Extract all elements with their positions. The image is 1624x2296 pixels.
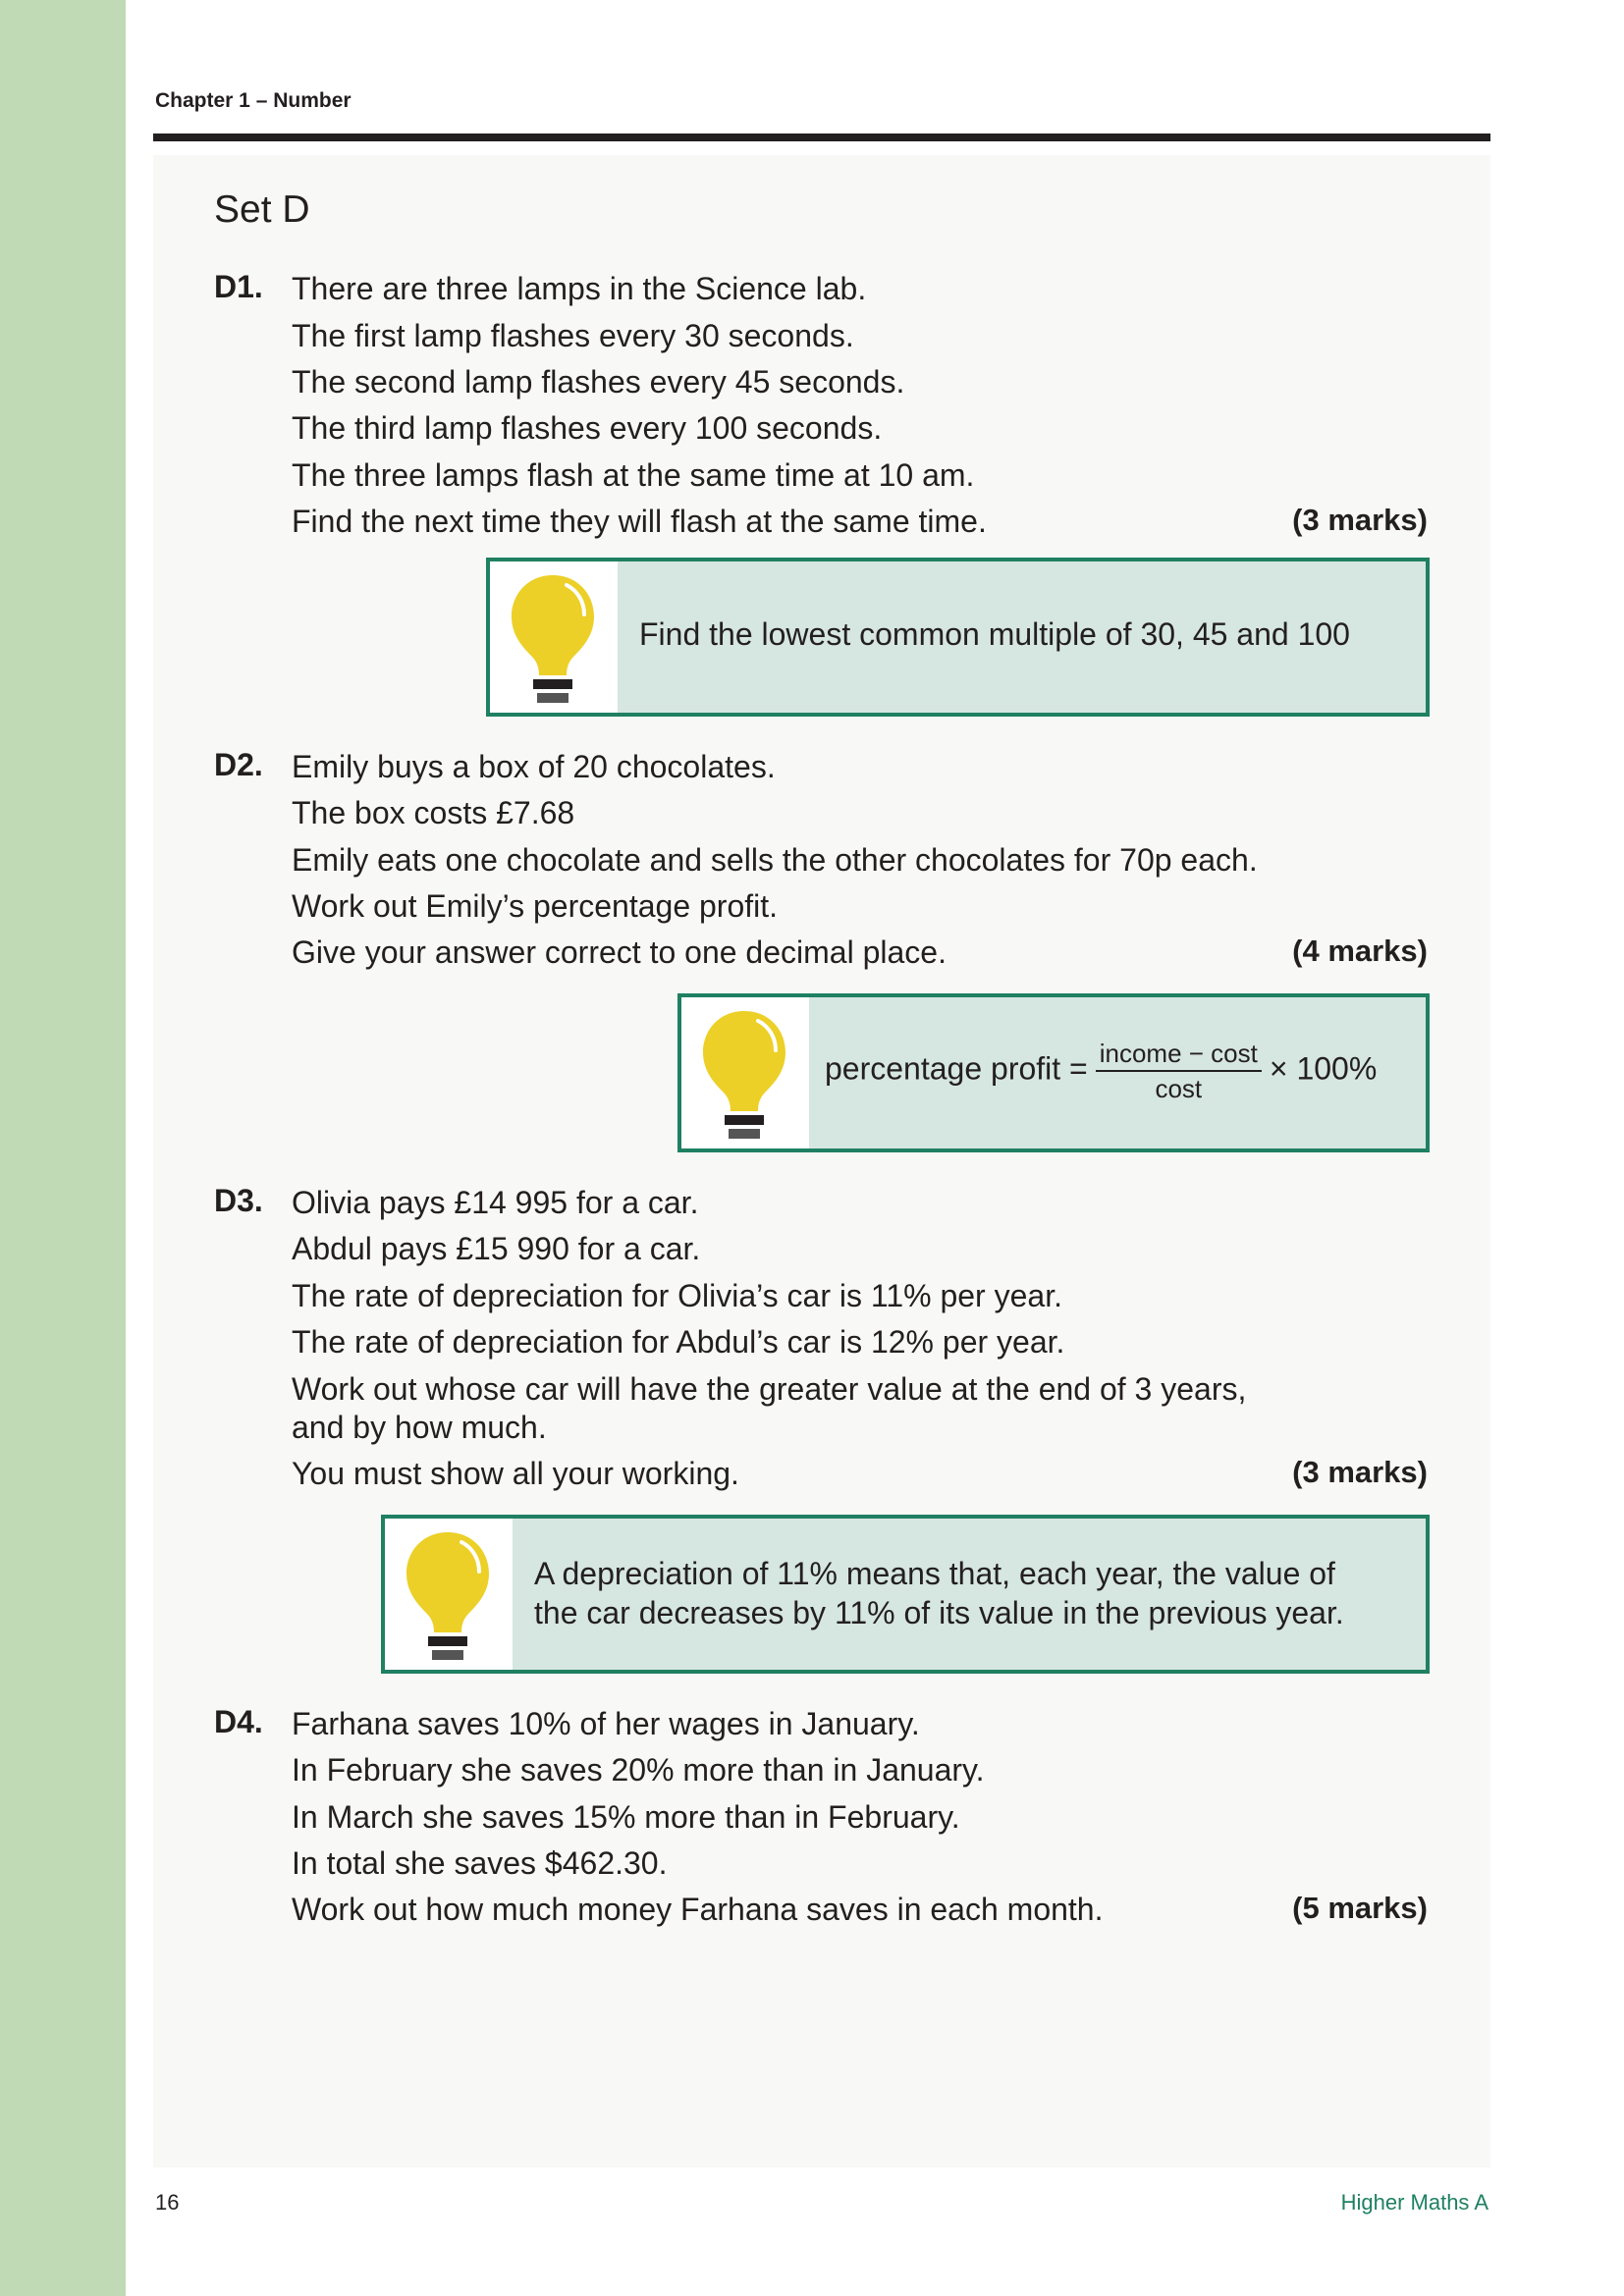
d1-hint-text: Find the lowest common multiple of 30, 45 and 100 xyxy=(639,616,1350,652)
lightbulb-icon xyxy=(697,1005,791,1145)
d1-marks: (3 marks) xyxy=(1292,503,1428,537)
d3-line: Work out whose car will have the greater value at the end of 3 years, xyxy=(292,1371,1247,1407)
d2-line: Emily eats one chocolate and sells the other chocolates for 70p each. xyxy=(292,842,1258,878)
d4-line: Work out how much money Farhana saves in each month. xyxy=(292,1892,1104,1927)
d3-line: and by how much. xyxy=(292,1410,547,1445)
formula-numerator: income − cost xyxy=(1096,1039,1262,1072)
d1-line: There are three lamps in the Science lab. xyxy=(292,271,867,306)
d4-line: Farhana saves 10% of her wages in January. xyxy=(292,1706,920,1741)
d1-line: The three lamps flash at the same time at 10 am. xyxy=(292,457,975,493)
d3-line: Olivia pays £14 995 for a car. xyxy=(292,1185,699,1220)
lightbulb-icon xyxy=(401,1526,495,1666)
d3-hint-line: A depreciation of 11% means that, each year, the value of xyxy=(534,1556,1335,1591)
d1-hint-box xyxy=(486,558,1430,717)
question-number-d2: D2. xyxy=(214,747,263,782)
d4-line: In March she saves 15% more than in February. xyxy=(292,1799,960,1835)
d3-bulb-area xyxy=(385,1519,513,1670)
d2-line: The box costs £7.68 xyxy=(292,795,575,830)
d3-line: The rate of depreciation for Olivia’s car is 11% per year. xyxy=(292,1278,1062,1313)
formula-denominator: cost xyxy=(1155,1074,1203,1103)
d1-line: The second lamp flashes every 45 seconds. xyxy=(292,364,905,400)
d1-line: The third lamp flashes every 100 seconds. xyxy=(292,410,883,446)
question-number-d4: D4. xyxy=(214,1704,263,1739)
book-title: Higher Maths A xyxy=(1340,2190,1489,2215)
chapter-header: Chapter 1 – Number xyxy=(155,89,352,112)
d2-line: Emily buys a box of 20 chocolates. xyxy=(292,749,776,784)
question-number-d1: D1. xyxy=(214,269,263,304)
d1-bulb-area xyxy=(490,561,618,713)
formula-fraction xyxy=(1096,1039,1262,1103)
d4-line: In February she saves 20% more than in January. xyxy=(292,1752,985,1788)
question-number-d3: D3. xyxy=(214,1183,263,1218)
d2-marks: (4 marks) xyxy=(1292,934,1428,968)
d3-hint-box xyxy=(381,1515,1430,1674)
d4-marks: (5 marks) xyxy=(1292,1891,1428,1925)
d3-line: Abdul pays £15 990 for a car. xyxy=(292,1231,701,1266)
d3-line: The rate of depreciation for Abdul’s car is 12% per year. xyxy=(292,1324,1065,1360)
d2-line: Give your answer correct to one decimal place. xyxy=(292,934,947,970)
d4-line: In total she saves $462.30. xyxy=(292,1845,668,1881)
lightbulb-icon xyxy=(506,569,600,709)
d3-hint-line: the car decreases by 11% of its value in the previous year. xyxy=(534,1595,1344,1630)
d2-bulb-area xyxy=(681,997,809,1148)
d2-hint-formula xyxy=(825,1039,1416,1103)
set-title: Set D xyxy=(214,188,310,231)
page-number: 16 xyxy=(155,2190,180,2215)
d3-marks: (3 marks) xyxy=(1292,1455,1428,1489)
side-color-band xyxy=(0,0,126,2296)
formula-lhs: percentage profit = xyxy=(825,1050,1088,1087)
d1-line: Find the next time they will flash at the same time. xyxy=(292,504,987,539)
d3-line: You must show all your working. xyxy=(292,1456,739,1491)
d1-line: The first lamp flashes every 30 seconds. xyxy=(292,318,854,353)
d2-hint-box xyxy=(677,993,1430,1152)
header-rule xyxy=(153,133,1490,141)
formula-rhs: × 100% xyxy=(1269,1050,1378,1087)
d2-line: Work out Emily’s percentage profit. xyxy=(292,888,779,924)
